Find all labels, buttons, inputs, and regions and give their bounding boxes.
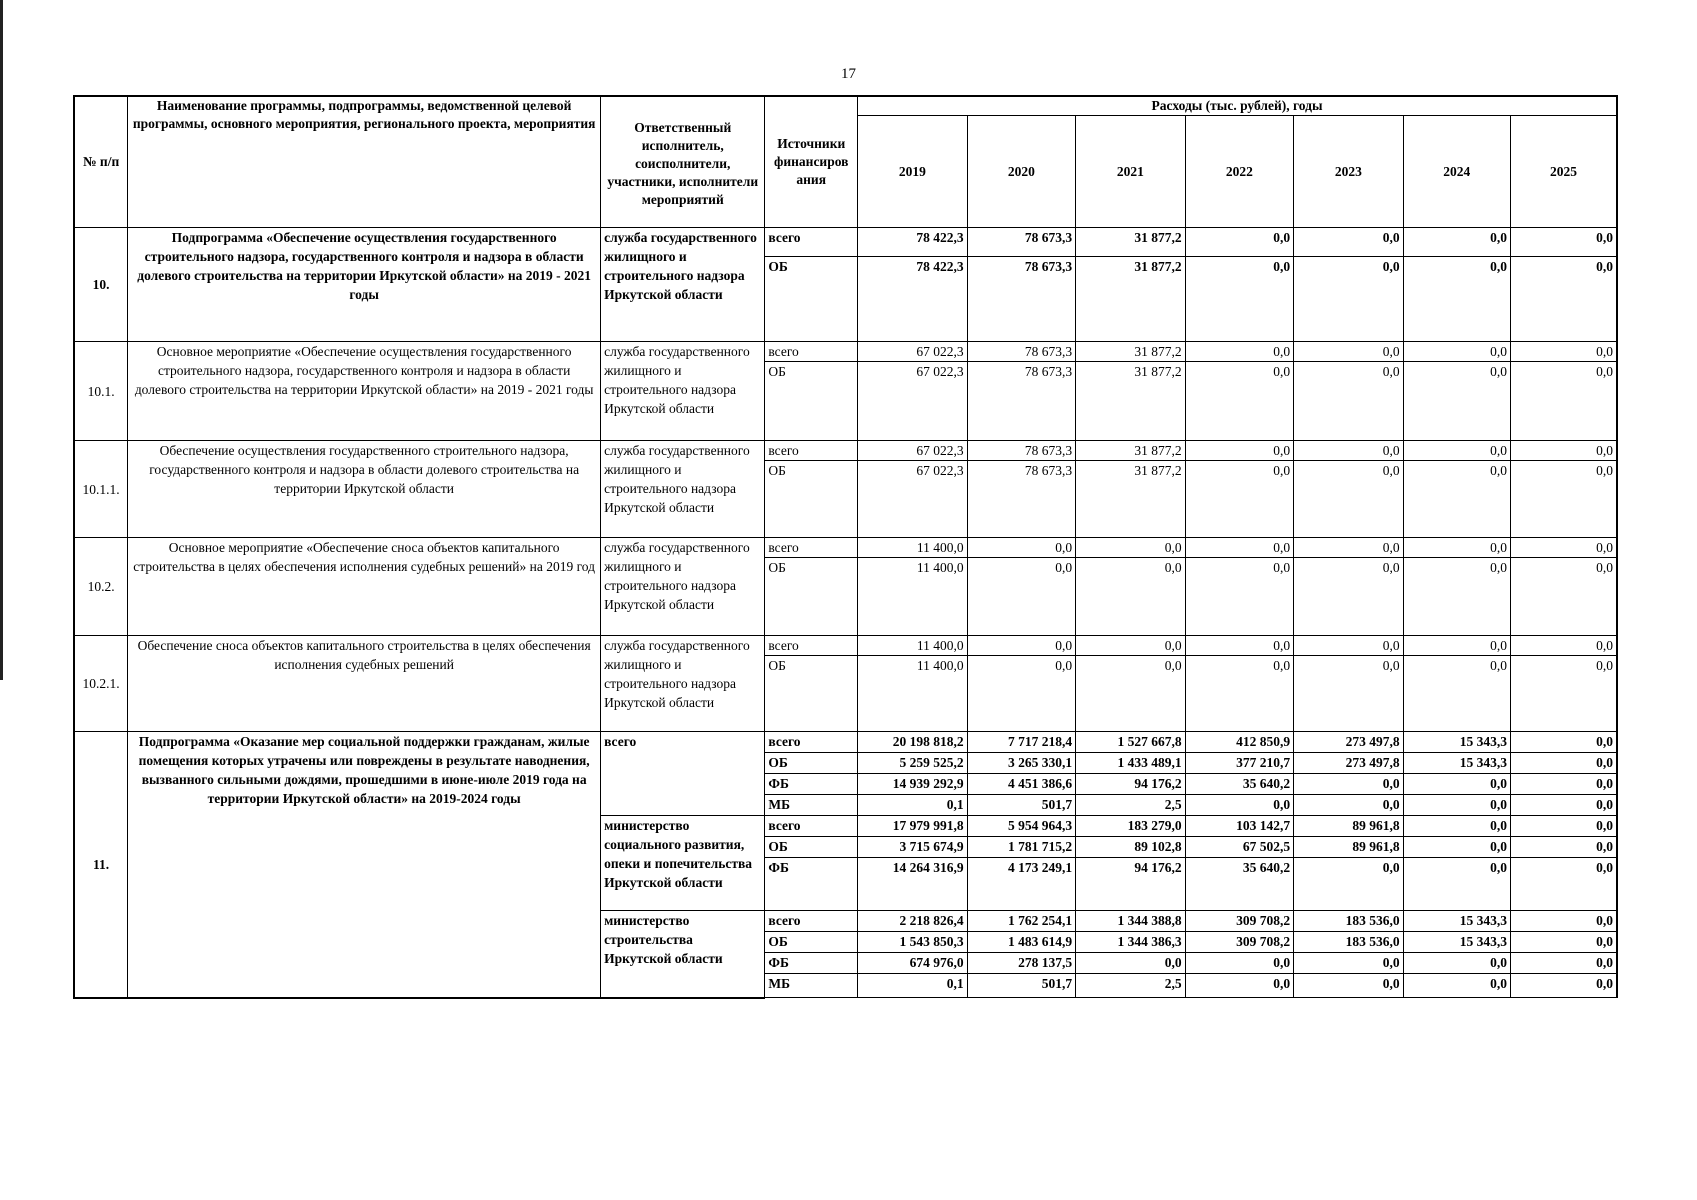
- col-header-year: 2024: [1403, 116, 1510, 228]
- row-number: 10.1.: [74, 342, 128, 441]
- expense-value: 94 176,2: [1076, 858, 1186, 911]
- expense-value: 67 022,3: [858, 441, 968, 461]
- expense-value: 3 715 674,9: [858, 837, 968, 858]
- expense-value: 2,5: [1076, 974, 1186, 998]
- expense-value: 0,0: [1403, 795, 1510, 816]
- expense-value: 0,0: [1076, 538, 1186, 558]
- row-title: Основное мероприятие «Обеспечение осуществления государственного строительного надзора, государственного контроля и надзора в области долевого строительства на территории Иркутской области» на 2019 - 2021 годы: [128, 342, 601, 441]
- table-row: [74, 732, 1617, 753]
- expense-value: 0,0: [1185, 461, 1293, 538]
- funding-source: ОБ: [765, 461, 858, 538]
- expense-value: 1 344 388,8: [1076, 911, 1186, 932]
- expense-value: 14 264 316,9: [858, 858, 968, 911]
- row-responsible: служба государственного жилищного и строительного надзора Иркутской области: [601, 636, 765, 732]
- expense-value: 0,1: [858, 795, 968, 816]
- expense-value: 0,0: [1511, 228, 1617, 257]
- expense-value: 3 265 330,1: [967, 753, 1075, 774]
- funding-source: ОБ: [765, 837, 858, 858]
- expense-value: 31 877,2: [1076, 342, 1186, 362]
- expense-value: 2 218 826,4: [858, 911, 968, 932]
- expense-value: 0,0: [1076, 558, 1186, 636]
- expense-value: 0,0: [1294, 441, 1404, 461]
- expense-value: 7 717 218,4: [967, 732, 1075, 753]
- expense-value: 2,5: [1076, 795, 1186, 816]
- expense-value: 0,0: [1185, 441, 1293, 461]
- expense-value: 0,0: [1185, 795, 1293, 816]
- expense-value: 0,0: [1403, 837, 1510, 858]
- expense-value: 0,0: [1294, 858, 1404, 911]
- funding-source: ОБ: [765, 932, 858, 953]
- expense-value: 94 176,2: [1076, 774, 1186, 795]
- expense-value: 78 673,3: [967, 228, 1075, 257]
- page-number: 17: [841, 66, 856, 82]
- expense-value: 273 497,8: [1294, 732, 1404, 753]
- funding-source: всего: [765, 636, 858, 656]
- funding-source: ФБ: [765, 774, 858, 795]
- expense-value: 0,0: [1511, 795, 1617, 816]
- expense-value: 377 210,7: [1185, 753, 1293, 774]
- expense-value: 0,0: [1403, 342, 1510, 362]
- expense-value: 31 877,2: [1076, 228, 1186, 257]
- expense-value: 0,0: [967, 538, 1075, 558]
- expense-value: 0,0: [1511, 753, 1617, 774]
- expense-value: 0,0: [1511, 837, 1617, 858]
- funding-source: ОБ: [765, 257, 858, 342]
- table-row: [74, 538, 1617, 558]
- expense-value: 412 850,9: [1185, 732, 1293, 753]
- expense-value: 183 279,0: [1076, 816, 1186, 837]
- funding-source: всего: [765, 816, 858, 837]
- expense-value: 103 142,7: [1185, 816, 1293, 837]
- col-header-expenses: Расходы (тыс. рублей), годы: [858, 96, 1617, 116]
- expense-value: 0,0: [1403, 257, 1510, 342]
- expense-value: 278 137,5: [967, 953, 1075, 974]
- row-title: Подпрограмма «Оказание мер социальной поддержки гражданам, жилые помещения которых утрачены или повреждены в результате наводнения, вызванного сильными дождями, прошедшими в июне-июле 2019 года на территории Иркутской области» на 2019-2024 годы: [128, 732, 601, 998]
- expense-value: 78 422,3: [858, 228, 968, 257]
- expense-value: 0,0: [1185, 257, 1293, 342]
- expense-value: 14 939 292,9: [858, 774, 968, 795]
- expense-value: 0,0: [1511, 441, 1617, 461]
- expense-value: 1 433 489,1: [1076, 753, 1186, 774]
- expense-value: 0,0: [1403, 774, 1510, 795]
- expense-value: 78 673,3: [967, 342, 1075, 362]
- expense-value: 89 961,8: [1294, 816, 1404, 837]
- expense-value: 17 979 991,8: [858, 816, 968, 837]
- expense-value: 0,0: [1294, 228, 1404, 257]
- expense-value: 15 343,3: [1403, 732, 1510, 753]
- budget-table: [73, 95, 1618, 999]
- row-number: 11.: [74, 732, 128, 998]
- expense-value: 11 400,0: [858, 538, 968, 558]
- expense-value: 11 400,0: [858, 558, 968, 636]
- expense-value: 15 343,3: [1403, 753, 1510, 774]
- expense-value: 1 762 254,1: [967, 911, 1075, 932]
- expense-value: 1 781 715,2: [967, 837, 1075, 858]
- row-title: Обеспечение сноса объектов капитального строительства в целях обеспечения исполнения судебных решений: [128, 636, 601, 732]
- expense-value: 0,0: [1403, 441, 1510, 461]
- expense-value: 273 497,8: [1294, 753, 1404, 774]
- funding-source: всего: [765, 911, 858, 932]
- row-responsible: министерство социального развития, опеки и попечительства Иркутской области: [601, 816, 765, 911]
- expense-value: 0,0: [1185, 558, 1293, 636]
- expense-value: 0,0: [1294, 953, 1404, 974]
- col-header-year: 2022: [1185, 116, 1293, 228]
- funding-source: всего: [765, 538, 858, 558]
- funding-source: ФБ: [765, 953, 858, 974]
- expense-value: 309 708,2: [1185, 932, 1293, 953]
- funding-source: ОБ: [765, 656, 858, 732]
- row-number: 10.: [74, 228, 128, 342]
- table-row: [74, 228, 1617, 257]
- expense-value: 0,0: [967, 656, 1075, 732]
- expense-value: 4 451 386,6: [967, 774, 1075, 795]
- expense-value: 0,0: [1511, 816, 1617, 837]
- expense-value: 0,0: [1511, 538, 1617, 558]
- row-title: Обеспечение осуществления государственного строительного надзора, государственного контроля и надзора в области долевого строительства на территории Иркутской области: [128, 441, 601, 538]
- expense-value: 0,0: [1185, 228, 1293, 257]
- expense-value: 309 708,2: [1185, 911, 1293, 932]
- expense-value: 0,0: [1511, 858, 1617, 911]
- expense-value: 0,0: [1185, 974, 1293, 998]
- expense-value: 0,0: [1076, 656, 1186, 732]
- expense-value: 31 877,2: [1076, 441, 1186, 461]
- expense-value: 1 483 614,9: [967, 932, 1075, 953]
- col-header-source: Источники финансиров ания: [765, 96, 858, 228]
- funding-source: всего: [765, 732, 858, 753]
- expense-value: 35 640,2: [1185, 858, 1293, 911]
- funding-source: всего: [765, 342, 858, 362]
- expense-value: 15 343,3: [1403, 911, 1510, 932]
- expense-value: 1 344 386,3: [1076, 932, 1186, 953]
- funding-source: всего: [765, 228, 858, 257]
- expense-value: 674 976,0: [858, 953, 968, 974]
- expense-value: 31 877,2: [1076, 257, 1186, 342]
- col-header-year: 2023: [1294, 116, 1404, 228]
- expense-value: 0,0: [1294, 974, 1404, 998]
- expense-value: 89 961,8: [1294, 837, 1404, 858]
- expense-value: 5 954 964,3: [967, 816, 1075, 837]
- row-number: 10.1.1.: [74, 441, 128, 538]
- expense-value: 0,0: [1076, 636, 1186, 656]
- expense-value: 0,0: [1511, 656, 1617, 732]
- expense-value: 0,0: [1294, 461, 1404, 538]
- expense-value: 0,0: [1403, 816, 1510, 837]
- expense-value: 0,0: [1294, 538, 1404, 558]
- expense-value: 0,0: [1511, 636, 1617, 656]
- expense-value: 0,0: [1294, 362, 1404, 441]
- expense-value: 20 198 818,2: [858, 732, 968, 753]
- expense-value: 183 536,0: [1294, 932, 1404, 953]
- expense-value: 67 022,3: [858, 362, 968, 441]
- expense-value: 0,0: [1294, 257, 1404, 342]
- expense-value: 0,0: [1403, 228, 1510, 257]
- expense-value: 0,0: [1185, 362, 1293, 441]
- expense-value: 0,0: [1511, 953, 1617, 974]
- expense-value: 0,0: [1403, 974, 1510, 998]
- funding-source: ФБ: [765, 858, 858, 911]
- table-row: [74, 441, 1617, 461]
- expense-value: 0,0: [1294, 795, 1404, 816]
- table-row: [74, 342, 1617, 362]
- expense-value: 183 536,0: [1294, 911, 1404, 932]
- expense-value: 0,0: [1294, 774, 1404, 795]
- expense-value: 0,0: [1511, 342, 1617, 362]
- funding-source: ОБ: [765, 362, 858, 441]
- row-number: 10.2.1.: [74, 636, 128, 732]
- col-header-year: 2025: [1511, 116, 1617, 228]
- row-responsible: всего: [601, 732, 765, 816]
- expense-value: 0,0: [1511, 932, 1617, 953]
- expense-value: 15 343,3: [1403, 932, 1510, 953]
- expense-value: 0,0: [1403, 636, 1510, 656]
- expense-value: 0,1: [858, 974, 968, 998]
- funding-source: МБ: [765, 974, 858, 998]
- expense-value: 78 673,3: [967, 257, 1075, 342]
- expense-value: 78 422,3: [858, 257, 968, 342]
- col-header-year: 2020: [967, 116, 1075, 228]
- expense-value: 0,0: [1403, 362, 1510, 441]
- row-title: Основное мероприятие «Обеспечение сноса объектов капитального строительства в целях обеспечения исполнения судебных решений» на 2019 год: [128, 538, 601, 636]
- col-header-year: 2019: [858, 116, 968, 228]
- expense-value: 0,0: [1511, 362, 1617, 441]
- funding-source: МБ: [765, 795, 858, 816]
- col-header-year: 2021: [1076, 116, 1186, 228]
- expense-value: 0,0: [1511, 732, 1617, 753]
- expense-value: 67 022,3: [858, 461, 968, 538]
- row-responsible: служба государственного жилищного и строительного надзора Иркутской области: [601, 538, 765, 636]
- funding-source: всего: [765, 441, 858, 461]
- expense-value: 0,0: [1294, 656, 1404, 732]
- col-header-responsible: Ответственный исполнитель, соисполнители, участники, исполнители мероприятий: [601, 96, 765, 228]
- funding-source: ОБ: [765, 753, 858, 774]
- expense-value: 0,0: [1294, 636, 1404, 656]
- row-number: 10.2.: [74, 538, 128, 636]
- expense-value: 11 400,0: [858, 656, 968, 732]
- expense-value: 0,0: [967, 558, 1075, 636]
- row-responsible: служба государственного жилищного и строительного надзора Иркутской области: [601, 441, 765, 538]
- expense-value: 67 022,3: [858, 342, 968, 362]
- expense-value: 67 502,5: [1185, 837, 1293, 858]
- row-responsible: служба государственного жилищного и строительного надзора Иркутской области: [601, 342, 765, 441]
- expense-value: 0,0: [1403, 558, 1510, 636]
- scan-edge-mark: [0, 0, 3, 680]
- expense-value: 0,0: [1185, 656, 1293, 732]
- row-responsible: министерство строительства Иркутской области: [601, 911, 765, 998]
- expense-value: 0,0: [1294, 558, 1404, 636]
- row-title: Подпрограмма «Обеспечение осуществления государственного строительного надзора, государственного контроля и надзора в области долевого строительства на территории Иркутской области» на 2019 - 2021 годы: [128, 228, 601, 342]
- expense-value: 0,0: [1185, 538, 1293, 558]
- expense-value: 89 102,8: [1076, 837, 1186, 858]
- expense-value: 78 673,3: [967, 362, 1075, 441]
- expense-value: 0,0: [1294, 342, 1404, 362]
- expense-value: 0,0: [1403, 858, 1510, 911]
- expense-value: 0,0: [1403, 656, 1510, 732]
- funding-source: ОБ: [765, 558, 858, 636]
- expense-value: 0,0: [1185, 342, 1293, 362]
- expense-value: 0,0: [1511, 461, 1617, 538]
- row-responsible: служба государственного жилищного и строительного надзора Иркутской области: [601, 228, 765, 342]
- expense-value: 35 640,2: [1185, 774, 1293, 795]
- expense-value: 11 400,0: [858, 636, 968, 656]
- expense-value: 501,7: [967, 974, 1075, 998]
- expense-value: 0,0: [1403, 538, 1510, 558]
- expense-value: 31 877,2: [1076, 461, 1186, 538]
- expense-value: 1 543 850,3: [858, 932, 968, 953]
- expense-value: 4 173 249,1: [967, 858, 1075, 911]
- expense-value: 0,0: [1403, 953, 1510, 974]
- table-row: [74, 636, 1617, 656]
- expense-value: 1 527 667,8: [1076, 732, 1186, 753]
- expense-value: 0,0: [1511, 774, 1617, 795]
- expense-value: 0,0: [1511, 558, 1617, 636]
- expense-value: 0,0: [1185, 636, 1293, 656]
- expense-value: 31 877,2: [1076, 362, 1186, 441]
- expense-value: 0,0: [1511, 257, 1617, 342]
- expense-value: 78 673,3: [967, 441, 1075, 461]
- expense-value: 501,7: [967, 795, 1075, 816]
- col-header-name: Наименование программы, подпрограммы, ведомственной целевой программы, основного мероприятия, регионального проекта, мероприятия: [128, 96, 601, 228]
- expense-value: 0,0: [1076, 953, 1186, 974]
- expense-value: 78 673,3: [967, 461, 1075, 538]
- expense-value: 0,0: [967, 636, 1075, 656]
- col-header-num: № п/п: [74, 96, 128, 228]
- expense-value: 0,0: [1511, 974, 1617, 998]
- expense-value: 0,0: [1511, 911, 1617, 932]
- expense-value: 0,0: [1403, 461, 1510, 538]
- expense-value: 5 259 525,2: [858, 753, 968, 774]
- expense-value: 0,0: [1185, 953, 1293, 974]
